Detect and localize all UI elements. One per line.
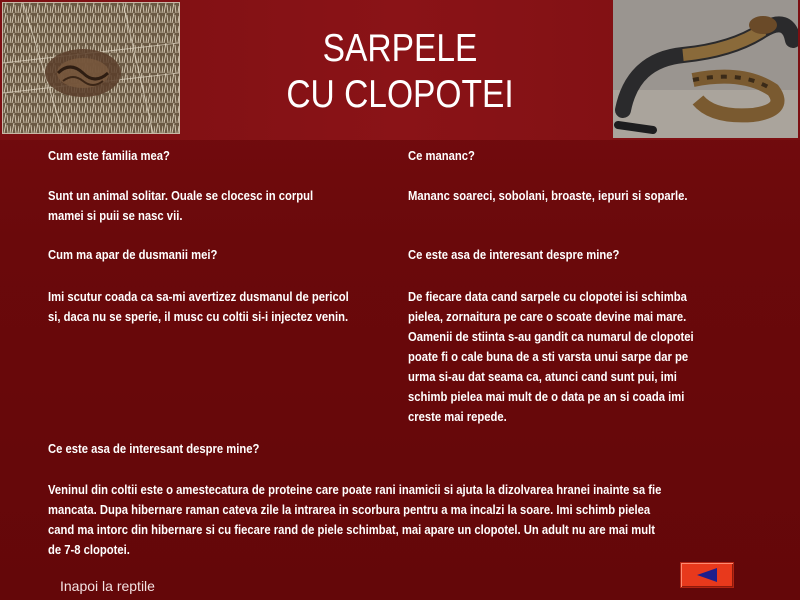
interesting-answer-1 [408, 287, 694, 427]
family-answer [48, 186, 313, 226]
page-title [254, 26, 546, 118]
family-question: Cum este familia mea? [48, 149, 170, 163]
text-line: Oamenii de stiinta s-au gandit ca numarul de clopotei [408, 330, 694, 344]
snake-grass-photo [2, 2, 180, 134]
snake-coiled-photo [613, 0, 798, 138]
text-line: poate fi o cale buna de a sti varsta unui sarpe dar pe [408, 350, 689, 364]
text-line: si, daca nu se sperie, il musc cu coltii si-i injectez venin. [48, 310, 349, 324]
interesting-question-2: Ce este asa de interesant despre mine? [48, 442, 260, 456]
text-line: mancata. Dupa hibernare raman cateva zile la intrarea in scorbura pentru a ma incalzi la soare. Imi schimb pielea [48, 503, 651, 517]
text-line: Mananc soareci, sobolani, broaste, iepuri si soparle. [408, 189, 688, 203]
defense-question: Cum ma apar de dusmanii mei? [48, 248, 218, 262]
interesting-question-1: Ce este asa de interesant despre mine? [408, 248, 620, 262]
text-line: Sunt un animal solitar. Ouale se clocesc in corpul [48, 189, 314, 203]
text-line: schimb pielea mai mult de o data pe an si coada imi [408, 390, 685, 404]
text-line: de 7-8 clopotei. [48, 543, 130, 557]
text-line: urma si-au dat seama ca, atunci cand sunt pui, imi [408, 370, 677, 384]
text-line: De fiecare data cand sarpele cu clopotei isi schimba [408, 290, 687, 304]
arrow-left-icon [695, 567, 719, 583]
food-answer [408, 186, 687, 206]
title-line-1: SARPELE [322, 27, 478, 70]
interesting-answer-2 [48, 480, 661, 560]
defense-answer [48, 287, 349, 327]
text-line: pielea, zornaitura pe care o scoate devine mai mare. [408, 310, 687, 324]
back-to-reptiles-link[interactable]: Inapoi la reptile [60, 578, 155, 594]
text-line: creste mai repede. [408, 410, 507, 424]
food-question: Ce mananc? [408, 149, 475, 163]
text-line: mamei si puii se nasc vii. [48, 209, 183, 223]
text-line: Veninul din coltii este o amestecatura de proteine care poate rani inamicii si ajuta la dizolvarea hranei inainte sa fie [48, 483, 662, 497]
back-button[interactable] [680, 562, 734, 588]
title-line-2: CU CLOPOTEI [286, 73, 514, 116]
text-line: Imi scutur coada ca sa-mi avertizez dusmanul de pericol [48, 290, 349, 304]
text-line: cand ma intorc din hibernare si cu fiecare rand de piele schimbat, mai apare un clopotel. Un adult nu are mai mult [48, 523, 656, 537]
